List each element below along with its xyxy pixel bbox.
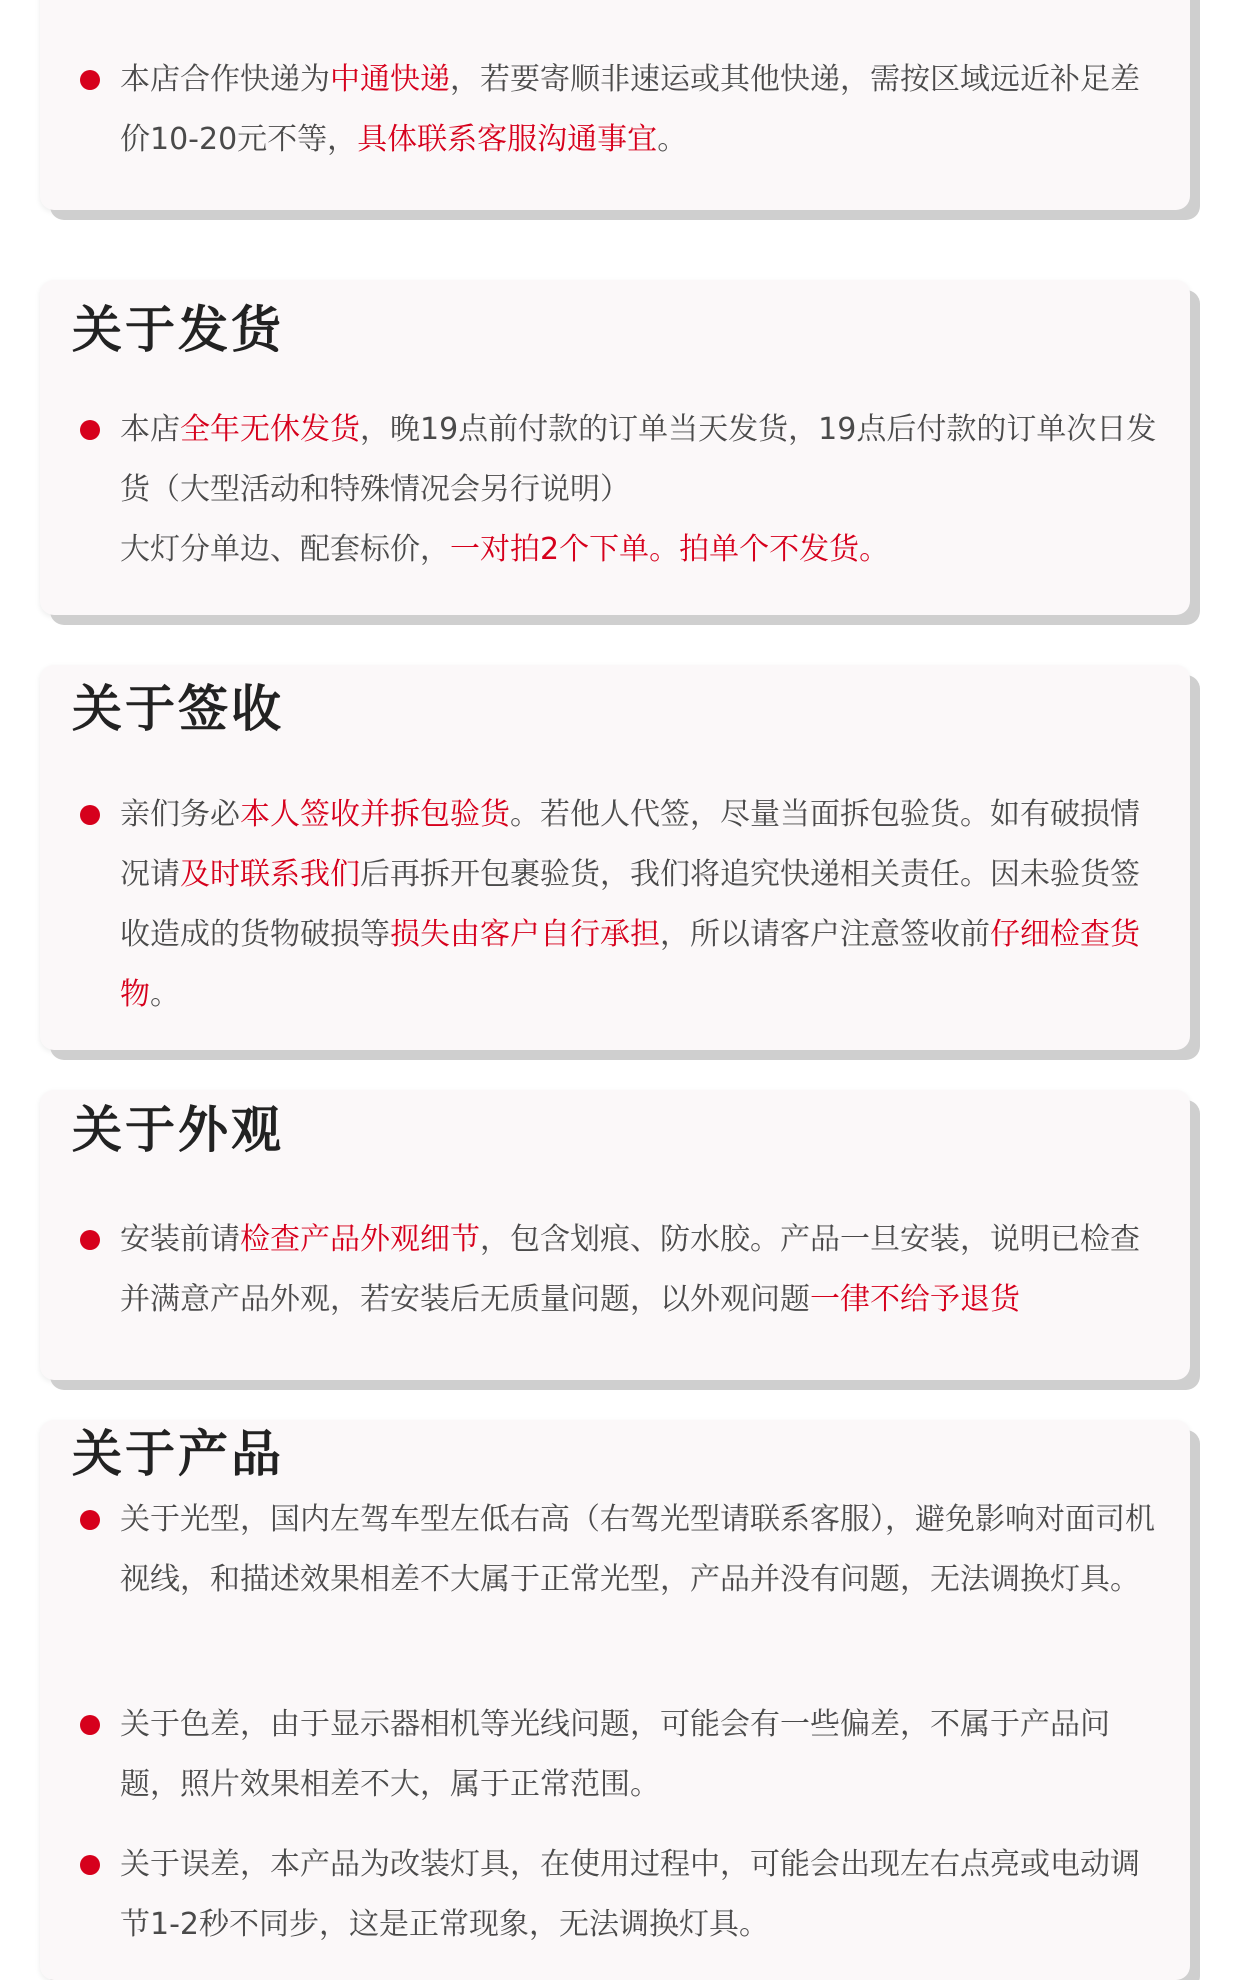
paragraph-text <box>80 1490 1162 1610</box>
bullet-dot-icon <box>80 1855 100 1875</box>
bullet-dot-icon <box>80 1230 100 1250</box>
section-paragraph <box>80 1490 1162 1610</box>
body-text: ，晚19点前付款的订单当天发货，19点后付款的订单次日发货（大型活动和特殊情况会另行说明） <box>120 412 1157 507</box>
bullet-dot-icon <box>80 1715 100 1735</box>
highlight-text: 具体联系客服沟通事宜 <box>357 122 658 157</box>
paragraph-text <box>80 1835 1162 1955</box>
paragraph-text <box>80 1695 1162 1815</box>
section-title: 关于产品 <box>72 1425 284 1483</box>
body-text: ，若要寄顺非速运或其他快递，需按区域远近补足差价10-20元不等， <box>120 62 1140 157</box>
body-text: 。 <box>150 977 180 1012</box>
body-text: 。 <box>657 122 688 157</box>
highlight-text: 仔细检查货物 <box>120 917 1140 1012</box>
section-title: 关于签收 <box>72 680 284 738</box>
body-text: 。若他人代签，尽量当面拆包验货。如有破损情况请 <box>120 797 1140 892</box>
body-text: 关于误差，本产品为改装灯具，在使用过程中，可能会出现左右点亮或电动调节1-2秒不同步，这是正常现象，无法调换灯具。 <box>120 1847 1140 1942</box>
body-text: 大灯分单边、配套标价， <box>120 532 450 567</box>
section-card-appearance <box>40 1090 1190 1380</box>
section-card-product <box>40 1420 1190 1980</box>
bullet-dot-icon <box>80 70 100 90</box>
highlight-text: 中通快递 <box>330 62 450 97</box>
section-paragraph <box>80 50 1162 170</box>
body-text: 安装前请 <box>120 1222 240 1257</box>
section-paragraph <box>80 1695 1162 1815</box>
shipping-courier-card <box>40 0 1190 210</box>
body-text: 后再拆开包裹验货，我们将追究快递相关责任。因未验货签收造成的货物破损等 <box>120 857 1140 952</box>
section-paragraph <box>80 1210 1162 1330</box>
highlight-text: 及时联系我们 <box>180 857 360 892</box>
body-text: ，包含划痕、防水胶。产品一旦安装，说明已检查并满意产品外观，若安装后无质量问题，以外观问题 <box>120 1222 1140 1317</box>
paragraph-text <box>80 400 1162 580</box>
body-text: 关于光型，国内左驾车型左低右高（右驾光型请联系客服），避免影响对面司机视线，和描述效果相差不大属于正常光型，产品并没有问题，无法调换灯具。 <box>120 1502 1155 1597</box>
section-paragraph <box>80 1835 1162 1955</box>
highlight-text: 全年无休发货 <box>180 412 360 447</box>
section-title: 关于外观 <box>72 1101 284 1159</box>
body-text: ，所以请客户注意签收前 <box>660 917 990 952</box>
highlight-text: 检查产品外观细节 <box>240 1222 480 1257</box>
body-text: 关于色差，由于显示器相机等光线问题，可能会有一些偏差，不属于产品问题，照片效果相差不大，属于正常范围。 <box>120 1707 1110 1802</box>
highlight-text: 本人签收并拆包验货 <box>240 797 510 832</box>
bullet-dot-icon <box>80 1510 100 1530</box>
highlight-text: 一律不给予退货 <box>810 1282 1020 1317</box>
body-text: 本店合作快递为 <box>120 62 330 97</box>
highlight-text: 损失由客户自行承担 <box>390 917 660 952</box>
section-paragraph <box>80 400 1162 580</box>
paragraph-text <box>80 50 1162 170</box>
body-text: 本店 <box>120 412 180 447</box>
paragraph-text <box>80 785 1162 1025</box>
paragraph-text <box>80 1210 1162 1330</box>
bullet-dot-icon <box>80 805 100 825</box>
bullet-dot-icon <box>80 420 100 440</box>
section-paragraph <box>80 785 1162 1025</box>
section-card-shipping <box>40 280 1190 615</box>
section-card-receipt <box>40 665 1190 1050</box>
highlight-text: 一对拍2个下单。拍单个不发货。 <box>450 532 890 567</box>
body-text: 亲们务必 <box>120 797 240 832</box>
section-title: 关于发货 <box>72 301 284 359</box>
